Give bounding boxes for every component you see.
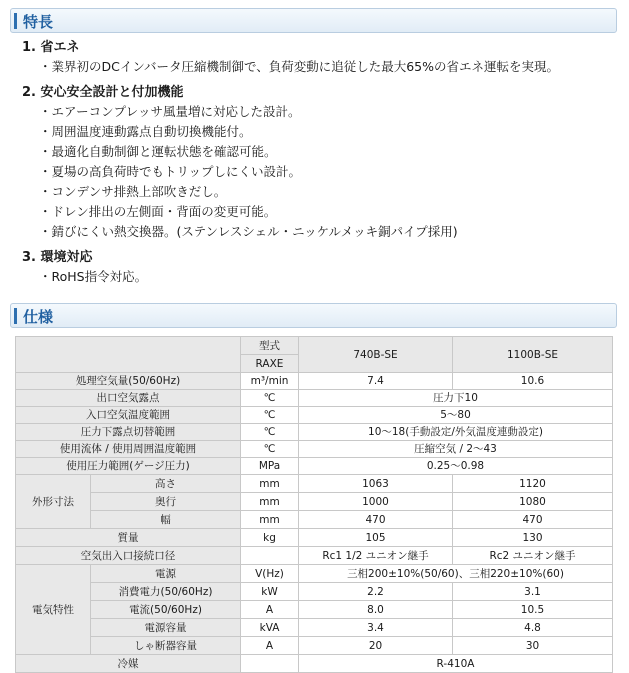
feature-group-safety [0, 83, 629, 242]
spec-cell: 1000 [299, 493, 453, 511]
spec-cell: Rc1 1/2 ユニオン継手 [299, 547, 453, 565]
feature-group-energy [0, 38, 629, 77]
spec-cell: 105 [299, 529, 453, 547]
feature-item: ・最適化自動制御と運転状態を確認可能。 [39, 144, 277, 159]
spec-cell-merged: 三相200±10%(50/60)、三相220±10%(60) [299, 565, 613, 583]
spec-row-label: 冷媒 [16, 655, 241, 673]
spec-cell: 1120 [453, 475, 613, 493]
spec-cell: 3.1 [453, 583, 613, 601]
spec-cell: 3.4 [299, 619, 453, 637]
spec-cell: 470 [299, 511, 453, 529]
spec-row-label: しゃ断器容量 [91, 637, 241, 655]
spec-row-label: 高さ [91, 475, 241, 493]
features-section-header [10, 8, 617, 33]
spec-cell: 130 [453, 529, 613, 547]
feature-heading: 3. 環境対応 [22, 250, 93, 265]
spec-row-unit: kg [241, 529, 299, 547]
spec-cell: 8.0 [299, 601, 453, 619]
spec-table [15, 336, 613, 673]
spec-header-series: RAXE [241, 355, 299, 373]
spec-cell: 1080 [453, 493, 613, 511]
feature-item: ・コンデンサ排熱上部吹きだし。 [39, 184, 227, 199]
feature-heading: 1. 省エネ [22, 40, 80, 55]
spec-row-unit: ℃ [241, 390, 299, 407]
spec-row-unit: mm [241, 493, 299, 511]
spec-group-dimensions: 外形寸法 [16, 475, 91, 529]
spec-row-label: 使用流体 / 使用周囲温度範囲 [16, 441, 241, 458]
spec-row-unit: mm [241, 475, 299, 493]
spec-section-title: 仕様 [23, 308, 54, 326]
spec-row-unit: mm [241, 511, 299, 529]
feature-item: ・錆びにくい熱交換器。(ステンレスシェル・ニッケルメッキ銅パイプ採用) [39, 224, 458, 239]
spec-row-label: 使用圧力範囲(ゲージ圧力) [16, 458, 241, 475]
spec-cell-merged: 圧縮空気 / 2〜43 [299, 441, 613, 458]
spec-row-label: 質量 [16, 529, 241, 547]
spec-cell-merged: 0.25〜0.98 [299, 458, 613, 475]
spec-cell: 1063 [299, 475, 453, 493]
spec-row-unit [241, 655, 299, 673]
spec-row-label: 奥行 [91, 493, 241, 511]
spec-row-label: 電流(50/60Hz) [91, 601, 241, 619]
spec-row-label: 圧力下露点切替範囲 [16, 424, 241, 441]
spec-cell-merged: R-410A [299, 655, 613, 673]
spec-cell-merged: 圧力下10 [299, 390, 613, 407]
spec-cell: 2.2 [299, 583, 453, 601]
features-list [0, 38, 629, 293]
spec-cell: 10.5 [453, 601, 613, 619]
spec-row-unit: ℃ [241, 441, 299, 458]
spec-cell-merged: 5〜80 [299, 407, 613, 424]
spec-row-label: 出口空気露点 [16, 390, 241, 407]
spec-row-unit: A [241, 601, 299, 619]
features-section-title: 特長 [23, 13, 54, 31]
spec-cell: 7.4 [299, 373, 453, 390]
spec-section-header [10, 303, 617, 328]
spec-row-label: 電源 [91, 565, 241, 583]
feature-item: ・エアーコンプレッサ風量増に対応した設計。 [39, 104, 301, 119]
feature-item: ・RoHS指令対応。 [39, 269, 148, 284]
spec-header-model: 740B-SE [299, 337, 453, 373]
spec-cell: 470 [453, 511, 613, 529]
spec-header-blank [16, 337, 241, 373]
spec-row-unit: m³/min [241, 373, 299, 390]
spec-header-model: 1100B-SE [453, 337, 613, 373]
spec-row-unit: ℃ [241, 424, 299, 441]
spec-header-type-label: 型式 [241, 337, 299, 355]
spec-row-unit: A [241, 637, 299, 655]
feature-item: ・夏場の高負荷時でもトリップしにくい設計。 [39, 164, 302, 179]
spec-row-unit: kW [241, 583, 299, 601]
spec-cell: 10.6 [453, 373, 613, 390]
spec-group-electrical: 電気特性 [16, 565, 91, 655]
spec-row-label: 幅 [91, 511, 241, 529]
spec-row-unit: kVA [241, 619, 299, 637]
spec-row-unit: V(Hz) [241, 565, 299, 583]
spec-row-label: 入口空気温度範囲 [16, 407, 241, 424]
feature-heading: 2. 安心安全設計と付加機能 [22, 85, 184, 100]
spec-row-label: 消費電力(50/60Hz) [91, 583, 241, 601]
spec-row-unit: MPa [241, 458, 299, 475]
spec-cell: 30 [453, 637, 613, 655]
spec-cell: Rc2 ユニオン継手 [453, 547, 613, 565]
feature-group-environment [0, 248, 629, 287]
spec-cell-merged: 10〜18(手動設定/外気温度連動設定) [299, 424, 613, 441]
feature-item: ・業界初のDCインバータ圧縮機制御で、負荷変動に追従した最大65%の省エネ運転を実現。 [39, 59, 560, 74]
spec-row-unit [241, 547, 299, 565]
feature-item: ・ドレン排出の左側面・背面の変更可能。 [39, 204, 277, 219]
feature-item: ・周囲温度連動露点自動切換機能付。 [39, 124, 252, 139]
spec-row-label: 空気出入口接続口径 [16, 547, 241, 565]
spec-cell: 4.8 [453, 619, 613, 637]
spec-cell: 20 [299, 637, 453, 655]
spec-row-label: 処理空気量(50/60Hz) [16, 373, 241, 390]
spec-row-unit: ℃ [241, 407, 299, 424]
spec-row-label: 電源容量 [91, 619, 241, 637]
